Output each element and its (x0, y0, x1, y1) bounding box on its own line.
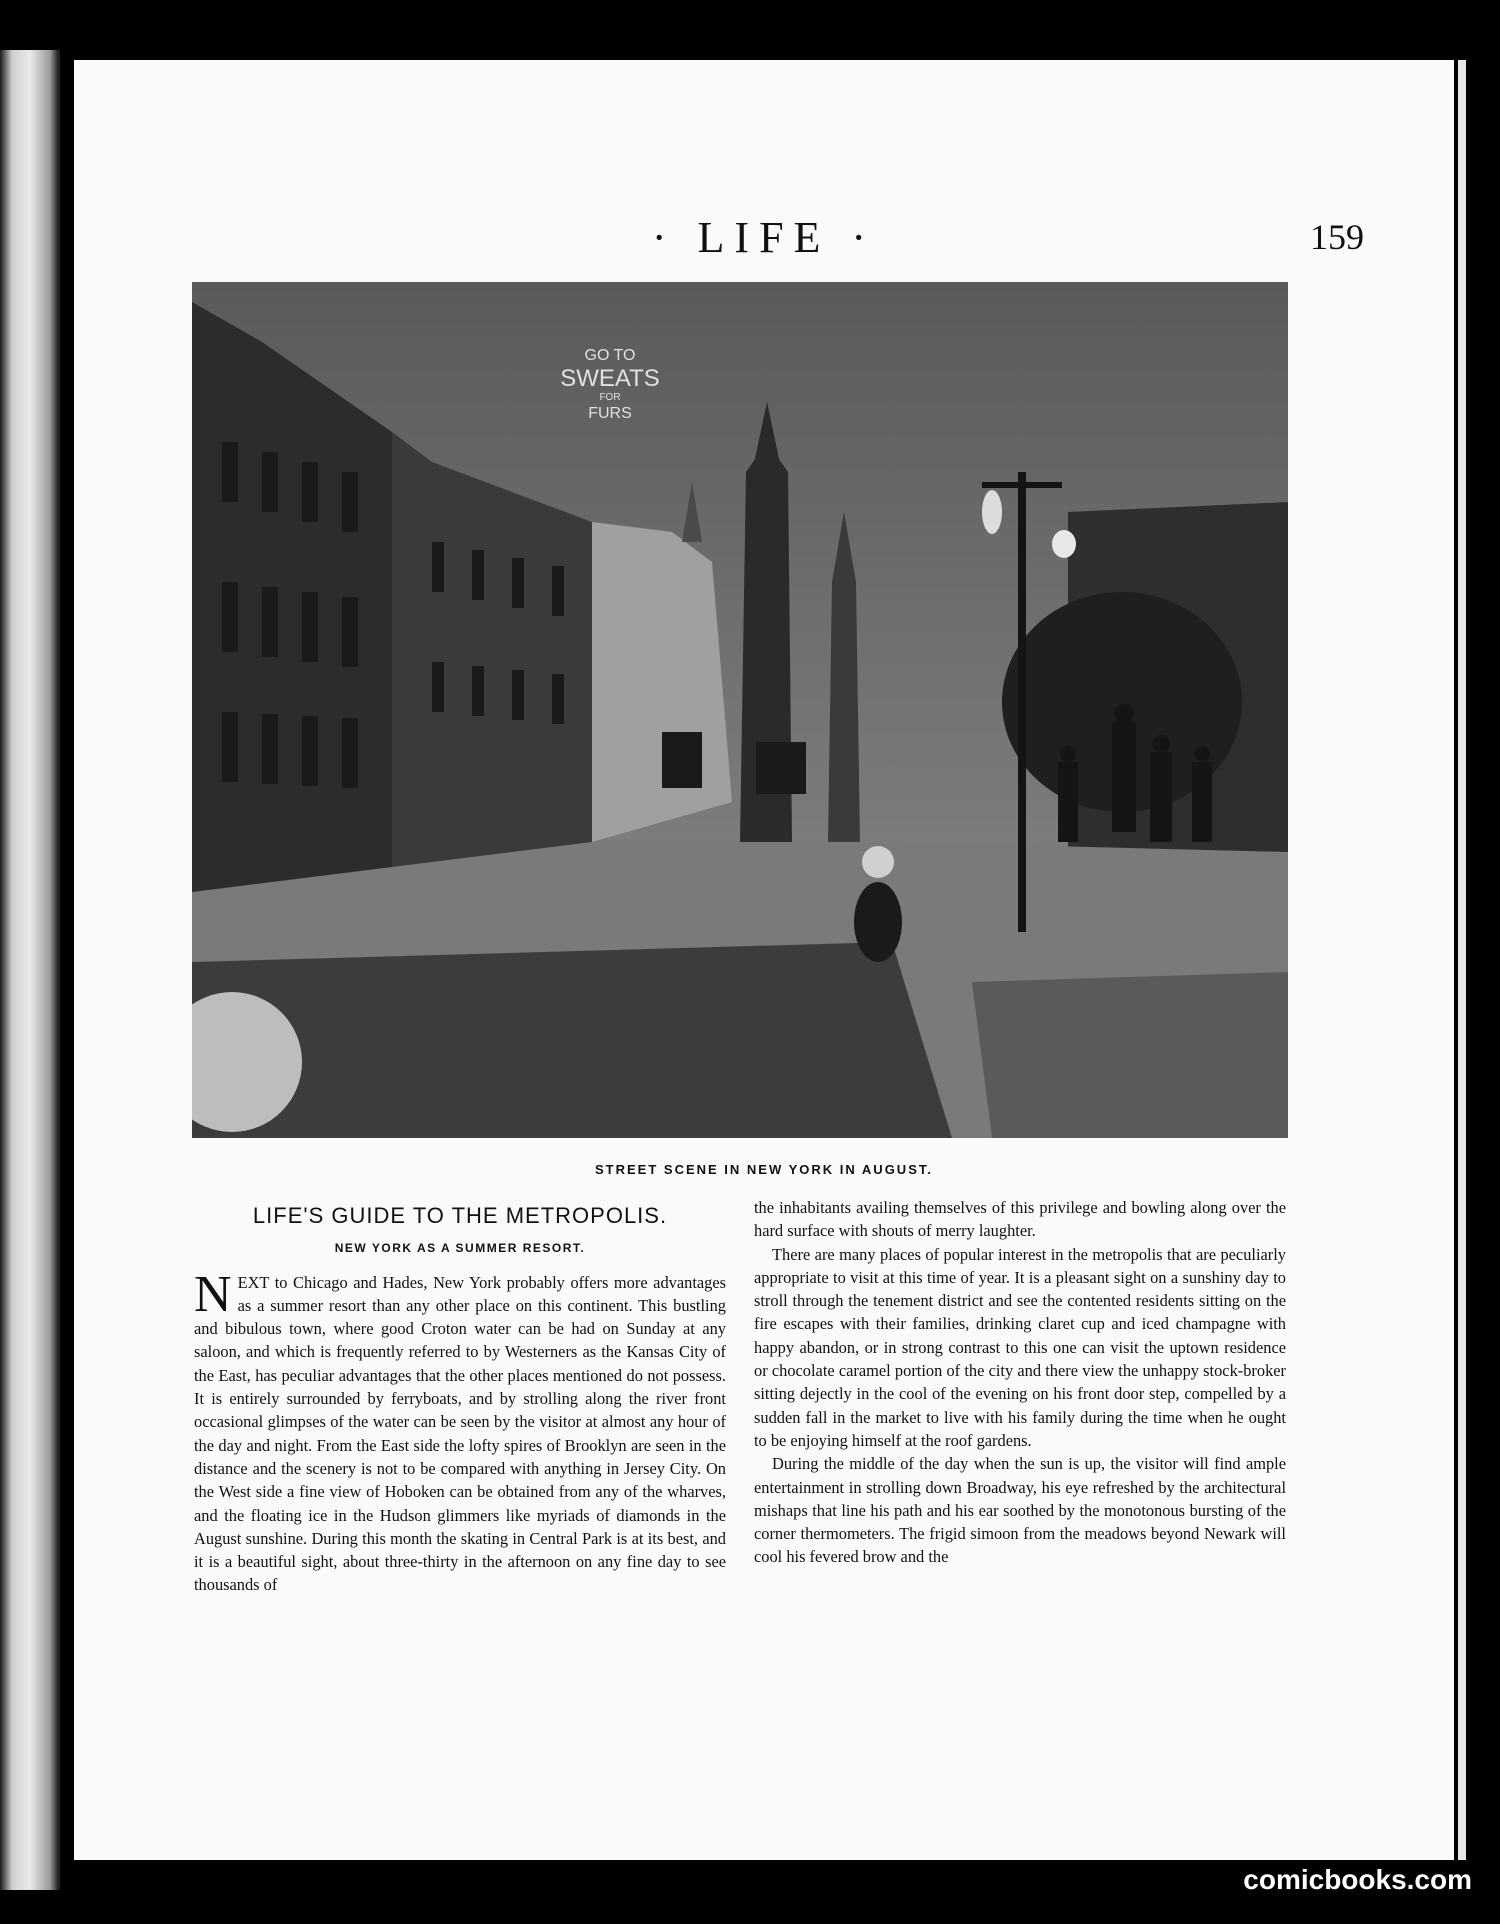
sky-sign-line-4: FURS (588, 405, 632, 422)
adjacent-page-edge (0, 50, 60, 1890)
article-paragraph-1-text: EXT to Chicago and Hades, New York probably offers more advantages as a summer resort than any other place on this continent. This bustling and bibulous town, where good Croton water can be had on Sunday at any saloon, and which is frequently referred to by Westerners as the Kansas City of the East, has peculiar advantages that the other places mentioned do not possess. It is entirely surrounded by ferryboats, and by strolling along the river front occasional glimpses of the water can be seen by the visitor at almost any hour of the day and night. From the East side the lofty spires of Brooklyn are seen in the distance and the scenery is not to be compared with anything in Jersey City. On the West side a fine view of Hoboken can be obtained from any of the wharves, and the floating ice in the Hudson glimmers like myriads of diamonds in the August sunshine. During this month the skating in Central Park is at its best, and it is a beautiful sight, about three-thirty in the afternoon on any fine day to see thousands of (194, 1272, 726, 1595)
carriage-2 (756, 742, 806, 794)
page-right-edge (1458, 60, 1466, 1860)
sky-sign-line-3: FOR (599, 392, 621, 403)
street-shadow (192, 942, 952, 1138)
article-column-right (754, 1196, 1286, 1569)
lamp-arm (982, 482, 1062, 488)
lamp-globe (982, 490, 1002, 534)
article-paragraph-2: the inhabitants availing themselves of this privilege and bowling along over the hard surface with shouts of merry laughter. (754, 1198, 1286, 1241)
magazine-page (74, 60, 1454, 1860)
street-scene-illustration (192, 282, 1288, 1138)
drop-cap: N (194, 1265, 232, 1323)
photo-caption: STREET SCENE IN NEW YORK IN AUGUST. (595, 1162, 933, 1177)
seated-figure (854, 882, 902, 962)
article-paragraph-1 (194, 1265, 726, 1597)
article-subtitle: NEW YORK AS A SUMMER RESORT. (334, 1241, 586, 1256)
lamp-post (1018, 472, 1026, 932)
site-watermark: comicbooks.com (1243, 1864, 1472, 1895)
carriage (662, 732, 702, 788)
lamp-globe-2 (1052, 530, 1076, 558)
sky-sign-line-1: GO TO (584, 347, 636, 364)
seated-figure-head (862, 846, 894, 878)
article-paragraph-3: There are many places of popular interest in the metropolis that are peculiarly appropriate to visit at this time of year. It is a pleasant sight on a sunshiny day to stroll through the tenement district and see the contented residents sitting on the fire escapes with their families, drinking claret cup and iced champagne with happy abandon, or in strong contrast to this one can visit the uptown residence or chocolate caramel portion of the city and there view the unhappy stock-broker sitting dejectly in the cool of the evening on his front door step, compelled by a sudden fall in the market to live with his family during the time when he ought to be enjoying himself at the roof gardens. (754, 1244, 1286, 1450)
sky-sign-line-2: SWEATS (560, 365, 660, 392)
stone-building (592, 522, 732, 842)
article-title: LIFE'S GUIDE TO THE METROPOLIS. (252, 1203, 668, 1228)
street-scene-photo (192, 282, 1288, 1138)
article-column-left (194, 1204, 726, 1597)
article-paragraph-4: During the middle of the day when the sun is up, the visitor will find ample entertainment in strolling down Broadway, his eye refreshed by the architectural mishaps that line his path and his ear soothed by the monotonous bursting of the corner thermometers. The frigid simoon from the meadows beyond Newark will cool his fevered brow and the (754, 1454, 1286, 1567)
page-number: 159 (1310, 217, 1364, 257)
masthead: · LIFE · (651, 213, 877, 262)
sidewalk (972, 972, 1288, 1138)
